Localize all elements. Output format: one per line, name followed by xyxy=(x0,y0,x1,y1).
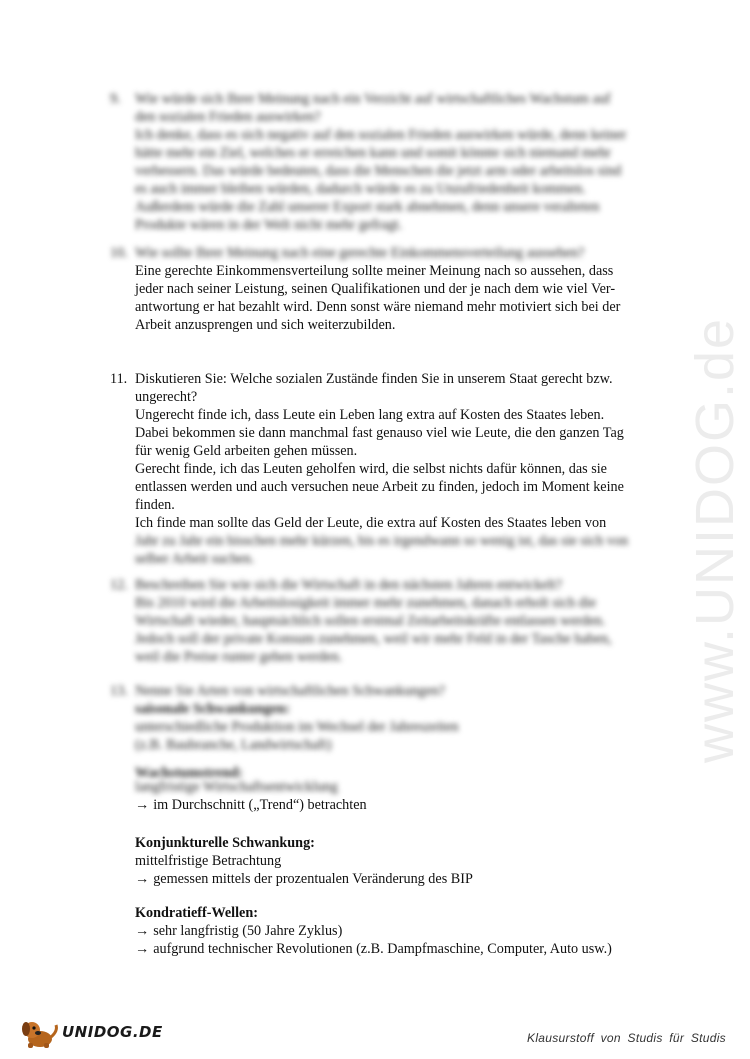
question-number: 12. xyxy=(110,577,128,593)
section-kondratieff xyxy=(135,904,655,958)
section-konjunktur xyxy=(135,834,655,888)
answer-text: aufgrund technischer Revolutionen (z.B. Dampfmaschine, Computer, Auto usw.) xyxy=(153,941,612,957)
answer-line: Außerdem würde die Zahl unserer Export stark abnehmen, denn unsere veralteten xyxy=(135,199,600,215)
answer-line: unterschiedliche Produktion im Wechsel der Jahreszeiten xyxy=(135,719,459,735)
answer-line: hätte mehr ein Ziel, welches er erreichen kann und somit könnte sich niemand mehr xyxy=(135,145,611,161)
answer-text: sehr langfristig (50 Jahre Zyklus) xyxy=(153,923,343,939)
answer-line: Produkte wären in der Welt nicht mehr gefragt. xyxy=(135,217,403,233)
question-10 xyxy=(110,244,650,334)
arrow-right-icon: → xyxy=(135,941,150,957)
question-line: Beschreiben Sie wie sich die Wirtschaft in den nächsten Jahren entwickelt? xyxy=(135,577,563,593)
answer-line: Eine gerechte Einkommensverteilung sollte meiner Meinung nach so aussehen, dass xyxy=(135,263,614,279)
answer-line: Arbeit anzusprengen und sich weiterzubilden. xyxy=(135,317,396,333)
arrow-right-icon: → xyxy=(135,871,150,887)
arrow-right-icon: → xyxy=(135,923,150,939)
section-heading: Konjunkturelle Schwankung: xyxy=(135,835,315,851)
answer-line: (z.B. Baubranche, Landwirtschaft) xyxy=(135,737,332,753)
question-number: 13. xyxy=(110,683,128,699)
answer-line: für wenig Geld arbeiten gehen müssen. xyxy=(135,443,358,459)
answer-line: mittelfristige Betrachtung xyxy=(135,853,282,869)
question-line: Wie sollte Ihrer Meinung nach eine gerechte Einkommensverteilung aussehen? xyxy=(135,245,585,261)
answer-line: antwortung er hat bezahlt wird. Denn sonst wäre niemand mehr motiviert sich bei der xyxy=(135,299,621,315)
logo-text: UNIDOG.DE xyxy=(62,1023,163,1041)
answer-line: entlassen werden und auch versuchen neue Arbeit zu finden, jedoch im Moment keine xyxy=(135,479,624,495)
answer-line: Ungerecht finde ich, dass Leute ein Leben lang extra auf Kosten des Staates leben. xyxy=(135,407,605,423)
question-line: den sozialen Frieden auswirken? xyxy=(135,109,321,125)
arrow-right-icon: → xyxy=(135,797,150,813)
question-number: 9. xyxy=(110,91,121,107)
answer-line: Wirtschaft wieder, hauptsächlich sollen erstmal Zeitarbeitskräfte entlassen werden. xyxy=(135,613,606,629)
answer-line xyxy=(135,940,655,958)
section-heading: saisonale Schwankungen: xyxy=(135,701,290,717)
unidog-logo xyxy=(18,1017,163,1049)
answer-line: weil die Preise runter gehen werden. xyxy=(135,649,343,665)
answer-line xyxy=(135,870,655,888)
question-13 xyxy=(110,682,650,754)
section-heading: Kondratieff-Wellen: xyxy=(135,905,258,921)
answer-line: selber Arbeit suchen. xyxy=(135,551,255,567)
answer-line xyxy=(135,922,655,940)
question-line: Wie würde sich Ihrer Meinung nach ein Verzicht auf wirtschaftliches Wachstum auf xyxy=(135,91,611,107)
question-line: ungerecht? xyxy=(135,389,198,405)
question-number: 11. xyxy=(110,371,128,387)
answer-line xyxy=(135,796,655,814)
answer-text: gemessen mittels der prozentualen Veränderung des BIP xyxy=(153,871,473,887)
question-11 xyxy=(110,370,650,568)
question-number: 10. xyxy=(110,245,128,261)
question-12 xyxy=(110,576,650,666)
section-wachstumstrend xyxy=(135,764,655,814)
answer-line: Gerecht finde, ich das Leuten geholfen wird, die selbst nichts dafür können, das sie xyxy=(135,461,607,477)
question-line: Diskutieren Sie: Welche sozialen Zustände finden Sie in unserem Staat gerecht bzw. xyxy=(135,371,613,387)
answer-line: es auch immer bleiben würden, dadurch würde es zu Unzufriedenheit kommen. xyxy=(135,181,586,197)
answer-line: Jahr zu Jahr ein bisschen mehr kürzen, bis es irgendwann so wenig ist, das sie sich von xyxy=(135,533,629,549)
question-line: Nenne Sie Arten von wirtschaftlichen Schwankungen? xyxy=(135,683,446,699)
answer-line: langfristige Wirtschaftsentwicklung xyxy=(135,779,338,795)
answer-line: Ich finde man sollte das Geld der Leute, die extra auf Kosten des Staates leben von xyxy=(135,515,607,531)
watermark: www.UNIDOG.de xyxy=(685,316,745,764)
answer-line: Dabei bekommen sie dann manchmal fast genauso viel wie Leute, die den ganzen Tag xyxy=(135,425,624,441)
answer-line: Bis 2010 wird die Arbeitslosigkeit immer mehr zunehmen, danach erholt sich die xyxy=(135,595,596,611)
question-9 xyxy=(110,90,650,234)
answer-line: jeder nach seiner Leistung, seinen Qualifikationen und der je nach dem wie viel Ver- xyxy=(135,281,616,297)
answer-line: Ich denke, dass es sich negativ auf den sozialen Frieden auswirken würde, denn keiner xyxy=(135,127,627,143)
footer-tagline: Klausurstoff von Studis für Studis xyxy=(527,1031,726,1045)
answer-line: verbessern. Das würde bedeuten, dass die Menschen die jetzt arm oder arbeitslos sind xyxy=(135,163,622,179)
section-heading: Wachstumstrend: xyxy=(135,765,243,781)
answer-text: im Durchschnitt („Trend“) betrachten xyxy=(153,797,367,813)
answer-line: Jedoch soll der private Konsum zunehmen, weil wir mehr Feld in der Tasche haben, xyxy=(135,631,612,647)
answer-line: finden. xyxy=(135,497,175,513)
dog-mascot-icon xyxy=(18,1017,62,1049)
